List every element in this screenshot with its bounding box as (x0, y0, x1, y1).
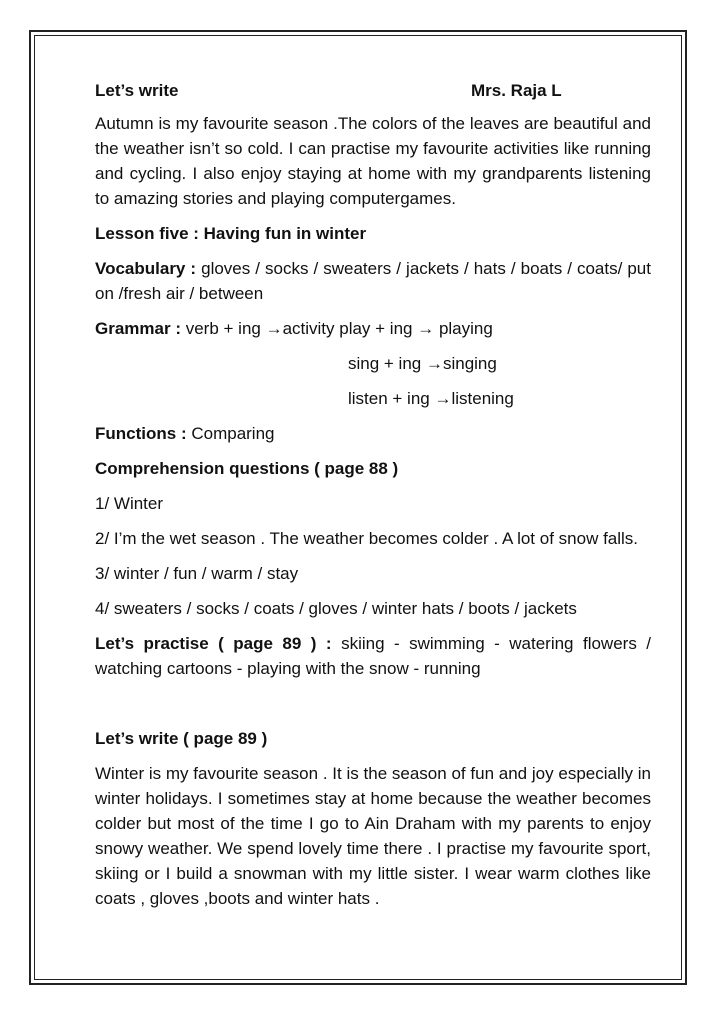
functions-line (95, 421, 651, 446)
write-section-paragraph: Winter is my favourite season . It is the season of fun and joy especially in winter holidays. I sometimes stay at home because the weather becomes colder but most of the time I go to Ain Draham with my parents to enjoy snowy weather. We spend lovely time there . I practise my favourite sport, skiing or I build a snowman with my little sister. I wear warm clothes like coats , gloves ,boots and winter hats . (95, 764, 651, 908)
practise-line (95, 631, 651, 681)
answer-1: 1/ Winter (95, 494, 164, 513)
grammar-example-sing-text: sing + ing →singing (348, 354, 497, 373)
practise-text: skiing - swimming - watering flowers / watching cartoons - playing with the snow - running (95, 634, 651, 678)
header (95, 78, 651, 103)
teacher-name: Mrs. Raja L (471, 81, 562, 100)
answer-4: 4/ sweaters / socks / coats / gloves / winter hats / boots / jackets (95, 599, 577, 618)
worksheet-content (95, 78, 651, 911)
write-section-title: Let’s write ( page 89 ) (95, 729, 268, 748)
functions-text: Comparing (191, 424, 275, 443)
grammar-example-listen (95, 386, 651, 411)
vocabulary-label: Vocabulary : (95, 259, 197, 278)
comprehension-title: Comprehension questions ( page 88 ) (95, 459, 399, 478)
header-title: Let’s write (95, 81, 179, 100)
answer-2: 2/ I’m the wet season . The weather becomes colder . A lot of snow falls. (95, 529, 639, 548)
answer-3: 3/ winter / fun / warm / stay (95, 564, 299, 583)
vocabulary-text: gloves / socks / sweaters / jackets / hats / boats / coats/ put on /fresh air / between (95, 259, 651, 303)
grammar-example-sing (95, 351, 651, 376)
functions-label: Functions : (95, 424, 187, 443)
vocabulary-line (95, 256, 651, 306)
grammar-line (95, 316, 651, 341)
lesson-title: Lesson five : Having fun in winter (95, 224, 367, 243)
practise-label: Let’s practise ( page 89 ) : (95, 634, 332, 653)
grammar-example-listen-text: listen + ing →listening (348, 389, 514, 408)
intro-paragraph: Autumn is my favourite season .The colors of the leaves are beautiful and the weather isn’t so cold. I can practise my favourite activities like running and cycling. I also enjoy staying at home with my grandparents listening to amazing stories and playing computergames. (95, 114, 651, 208)
grammar-label: Grammar : (95, 319, 181, 338)
grammar-rule: verb + ing →activity play + ing → playing (185, 319, 493, 338)
